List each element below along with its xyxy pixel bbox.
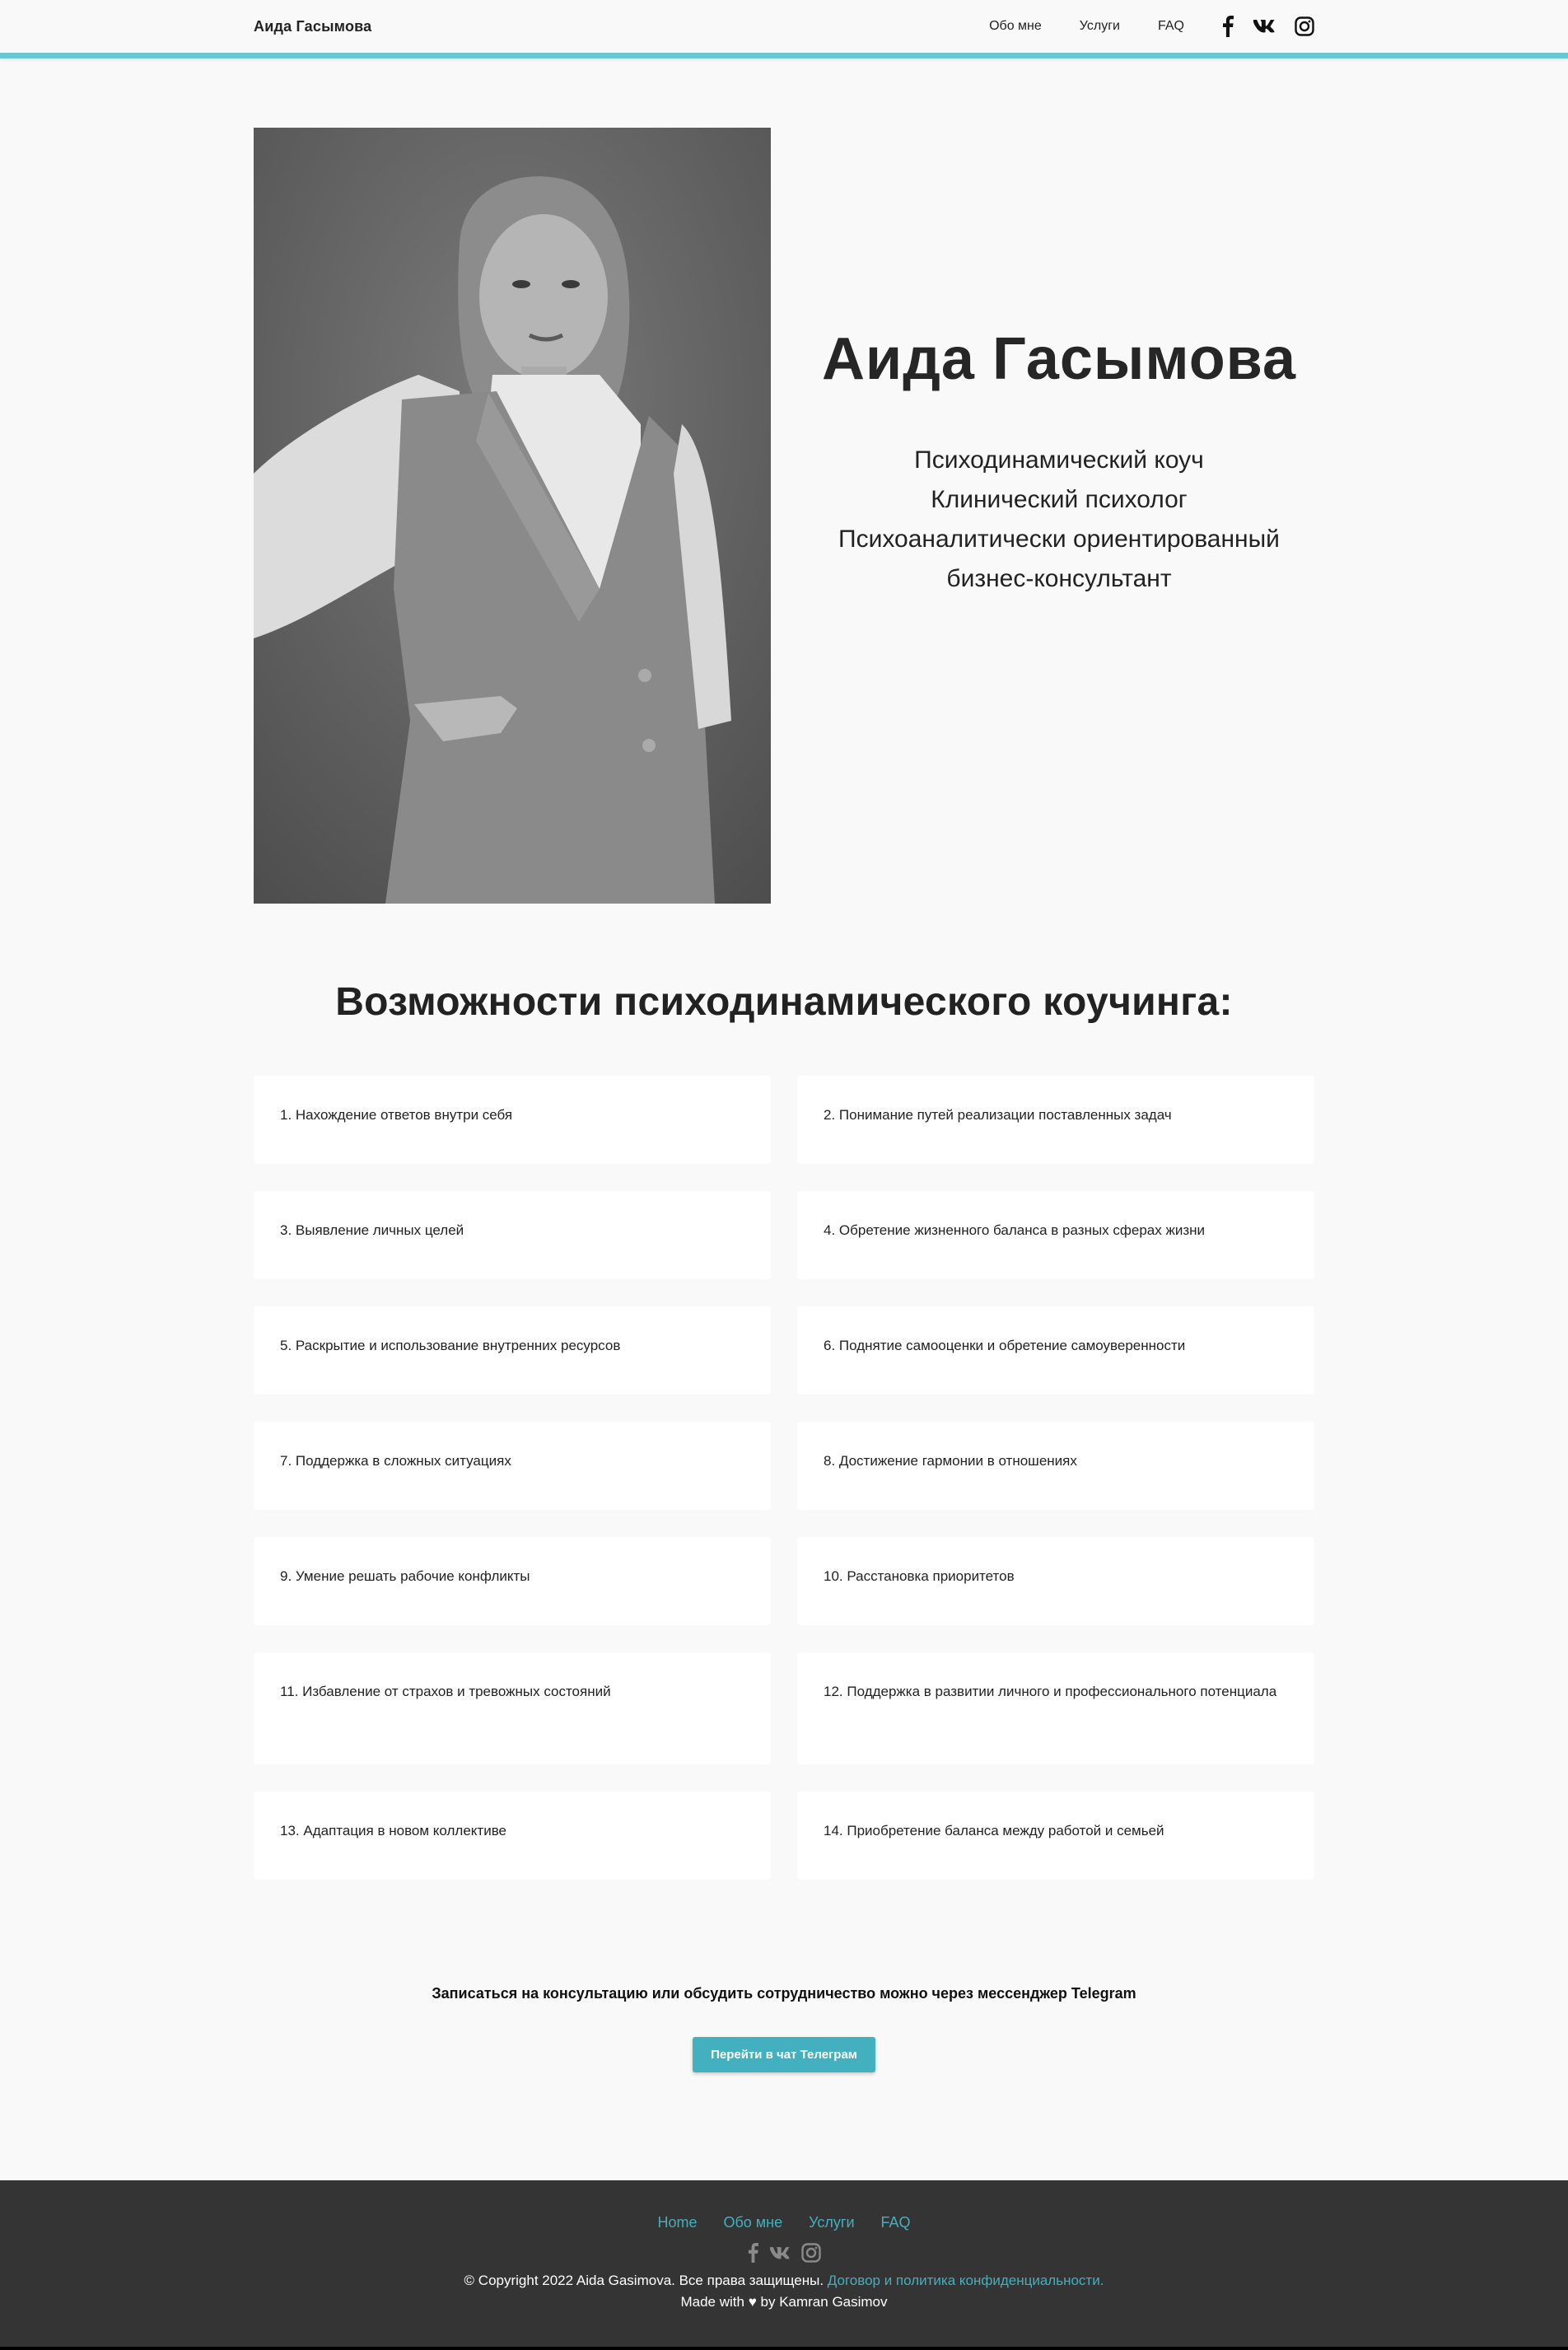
cta-section: [0, 1985, 1568, 2072]
hero-roles: [804, 441, 1314, 599]
feature-card: 4. Обретение жизненного баланса в разных сферах жизни: [797, 1191, 1314, 1279]
footer-link-home[interactable]: Home: [657, 2214, 698, 2231]
feature-card: 6. Поднятие самооценки и обретение самоуверенности: [797, 1306, 1314, 1395]
footer-link-faq[interactable]: FAQ: [880, 2214, 911, 2231]
made-with-line: [0, 2294, 1568, 2310]
heart-icon: ♥: [748, 2294, 757, 2310]
feature-card: 5. Раскрытие и использование внутренних ресурсов: [254, 1306, 771, 1395]
facebook-icon[interactable]: [748, 2243, 758, 2263]
hero-name: Аида Гасымова: [821, 326, 1297, 392]
site-footer: [0, 2180, 1568, 2350]
made-with-author: by Kamran Gasimov: [760, 2294, 888, 2310]
hero-role: Психоаналитически ориентированный: [838, 526, 1280, 553]
hero-section: [254, 128, 1314, 904]
features-title: Возможности психодинамического коучинга:: [335, 980, 1233, 1024]
telegram-chat-button[interactable]: Перейти в чат Телеграм: [693, 2037, 875, 2072]
facebook-icon[interactable]: [1222, 16, 1234, 37]
footer-link-services[interactable]: Услуги: [809, 2214, 855, 2231]
footer-social-links: [0, 2243, 1568, 2263]
hero-text: [771, 325, 1314, 599]
feature-card: 10. Расстановка приоритетов: [797, 1537, 1314, 1625]
made-with-prefix: Made with: [680, 2294, 744, 2310]
brand-link[interactable]: Аида Гасымова: [254, 17, 372, 35]
site-header: [0, 0, 1568, 58]
feature-card: 3. Выявление личных целей: [254, 1191, 771, 1279]
hero-role: Клинический психолог: [931, 486, 1188, 513]
header-social-links: [1222, 16, 1314, 37]
main-nav: [989, 16, 1314, 37]
feature-card: 7. Поддержка в сложных ситуациях: [254, 1422, 771, 1510]
feature-card: 14. Приобретение баланса между работой и семьей: [797, 1792, 1314, 1880]
copyright-line: [0, 2273, 1568, 2289]
copyright-text: © Copyright 2022 Aida Gasimova. Все права защищены.: [464, 2273, 824, 2288]
cta-text: Записаться на консультацию или обсудить сотрудничество можно через мессенджер Telegram: [432, 1985, 1136, 2002]
feature-card: 11. Избавление от страхов и тревожных состояний: [254, 1652, 771, 1764]
instagram-icon[interactable]: [801, 2243, 821, 2263]
instagram-icon[interactable]: [1295, 16, 1314, 36]
feature-card: 13. Адаптация в новом коллективе: [254, 1792, 771, 1880]
portrait-illustration: [254, 128, 771, 904]
privacy-policy-link[interactable]: Договор и политика конфиденциальности.: [827, 2273, 1104, 2288]
hero-role: бизнес-консультант: [946, 565, 1172, 592]
feature-card: 1. Нахождение ответов внутри себя: [254, 1076, 771, 1164]
portrait-photo: [254, 128, 771, 904]
feature-card: 2. Понимание путей реализации поставленных задач: [797, 1076, 1314, 1164]
footer-link-about[interactable]: Обо мне: [723, 2214, 783, 2231]
feature-card: 12. Поддержка в развитии личного и профессионального потенциала: [797, 1652, 1314, 1764]
vk-icon[interactable]: [1253, 20, 1275, 33]
nav-item-about[interactable]: Обо мне: [989, 19, 1042, 33]
nav-item-faq[interactable]: FAQ: [1157, 19, 1184, 33]
feature-card: 8. Достижение гармонии в отношениях: [797, 1422, 1314, 1510]
hero-role: Психодинамический коуч: [914, 446, 1204, 474]
footer-nav: [0, 2214, 1568, 2231]
feature-card: 9. Умение решать рабочие конфликты: [254, 1537, 771, 1625]
vk-icon[interactable]: [770, 2247, 790, 2259]
features-grid: [254, 1076, 1314, 1880]
header-inner: [254, 0, 1314, 53]
nav-item-services[interactable]: Услуги: [1079, 19, 1120, 33]
